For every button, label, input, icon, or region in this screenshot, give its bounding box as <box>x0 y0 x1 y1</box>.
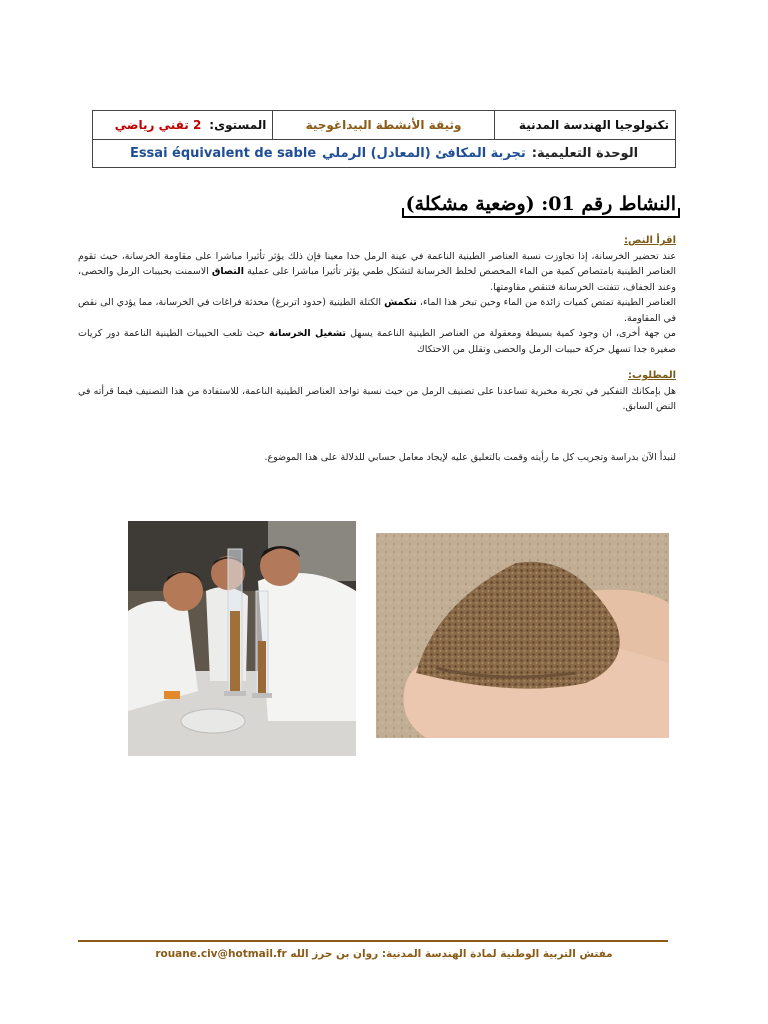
lab-students-photo <box>128 521 356 756</box>
task-text: هل بإمكانك التفكير في تجربة مخبرية تساعدنا على تصنيف الرمل من حيث نسبة تواجد العناصر الطينية الناعمة، للاستفادة من هذا التصنيف فيما قرأته في النص السابق. <box>78 385 676 412</box>
sand-photo-illustration <box>376 533 669 738</box>
level-label: المستوى: <box>209 118 267 132</box>
reading-paragraph-2 <box>78 295 676 326</box>
closing-text: لنبدأ الآن بدراسة وتجريب كل ما رأيته وقمت بالتعليق عليه لإيجاد معامل حسابي للدلالة على هذا الموضوع. <box>264 452 676 463</box>
footer-email: rouane.civ@hotmail.fr <box>155 948 287 960</box>
para2-text-a: العناصر الطينية تمتص كميات زائدة من الماء وحين تبخر هذا الماء، <box>419 297 676 308</box>
unit-title-french: Essai équivalent de sable <box>129 145 317 161</box>
para1-bold: التصاق <box>211 266 244 277</box>
para1-text-b: الاسمنت بحبيبات الرمل والحصى، وعند الجفاف، تتفتت الخرسانة فتنقص مقاومتها. <box>78 266 676 293</box>
activity-title <box>406 193 676 215</box>
activity-title-text: النشاط رقم 01: (وضعية مشكلة) <box>405 193 676 215</box>
document-type-cell: وثيقة الأنشطة البيداغوجية <box>272 111 493 139</box>
header-row-1 <box>93 111 675 140</box>
title-bracket-left <box>402 208 404 218</box>
title-bracket-right <box>678 208 680 218</box>
level-value: 2 تقني رياضي <box>114 118 202 132</box>
reading-paragraph-1 <box>78 249 676 296</box>
para3-text-b: حيث تلعب الحبيبات الطينية الناعمة دور كريات صغيرة جدا تسهل حركة حبيبات الرمل والحصى وتقلل من الاحتكاك <box>78 328 676 355</box>
task-label: المطلوب: <box>627 370 676 381</box>
footer-text: مفتش التربية الوطنية لمادة الهندسة المدنية: روان بن حرز الله <box>290 948 613 960</box>
title-underline <box>402 216 680 218</box>
reading-section <box>78 233 676 357</box>
header-table <box>92 110 676 168</box>
task-section <box>78 368 676 415</box>
unit-cell <box>93 139 675 167</box>
para2-bold: تنكمش <box>384 297 417 308</box>
reading-label: اقرأ النص: <box>623 235 676 246</box>
reading-paragraph-3 <box>78 326 676 357</box>
footer <box>0 948 768 960</box>
unit-label: الوحدة التعليمية: <box>531 145 639 161</box>
lab-photo-illustration <box>128 521 356 756</box>
para2-text-b: الكتلة الطينية (حدود اتربرغ) محدثة فراغات في الخرسانة، مما يؤدي الى نقص في المقاومة. <box>78 297 676 324</box>
subject-cell: تكنولوجيا الهندسة المدنية <box>494 111 675 139</box>
footer-divider <box>78 940 668 942</box>
sand-hands-photo <box>376 533 669 738</box>
para3-text-a: من جهة أخرى، ان وجود كمية بسيطة ومعقولة من العناصر الطينية الناعمة يسهل <box>350 328 676 339</box>
para3-bold: تشغيل الخرسانة <box>268 328 346 339</box>
unit-title-arabic: تجربة المكافئ (المعادل) الرملي <box>322 145 526 161</box>
closing-section <box>78 450 676 466</box>
header-row-2 <box>93 139 675 167</box>
para1-text-a: عند تحضير الخرسانة، إذا تجاوزت نسبة العناصر الطينية الناعمة في عينة الرمل حدا معينا فإن ذلك يؤثر تأثيرا مباشرا على مقاومة الخرسانة، حيث تقوم العناصر الطينية بامتصاص كمية من الماء المخصص لخلط الخرسانة لتشكل طمي يؤثر تأثيرا مباشرا على عملية <box>78 250 676 277</box>
level-cell <box>93 111 272 139</box>
